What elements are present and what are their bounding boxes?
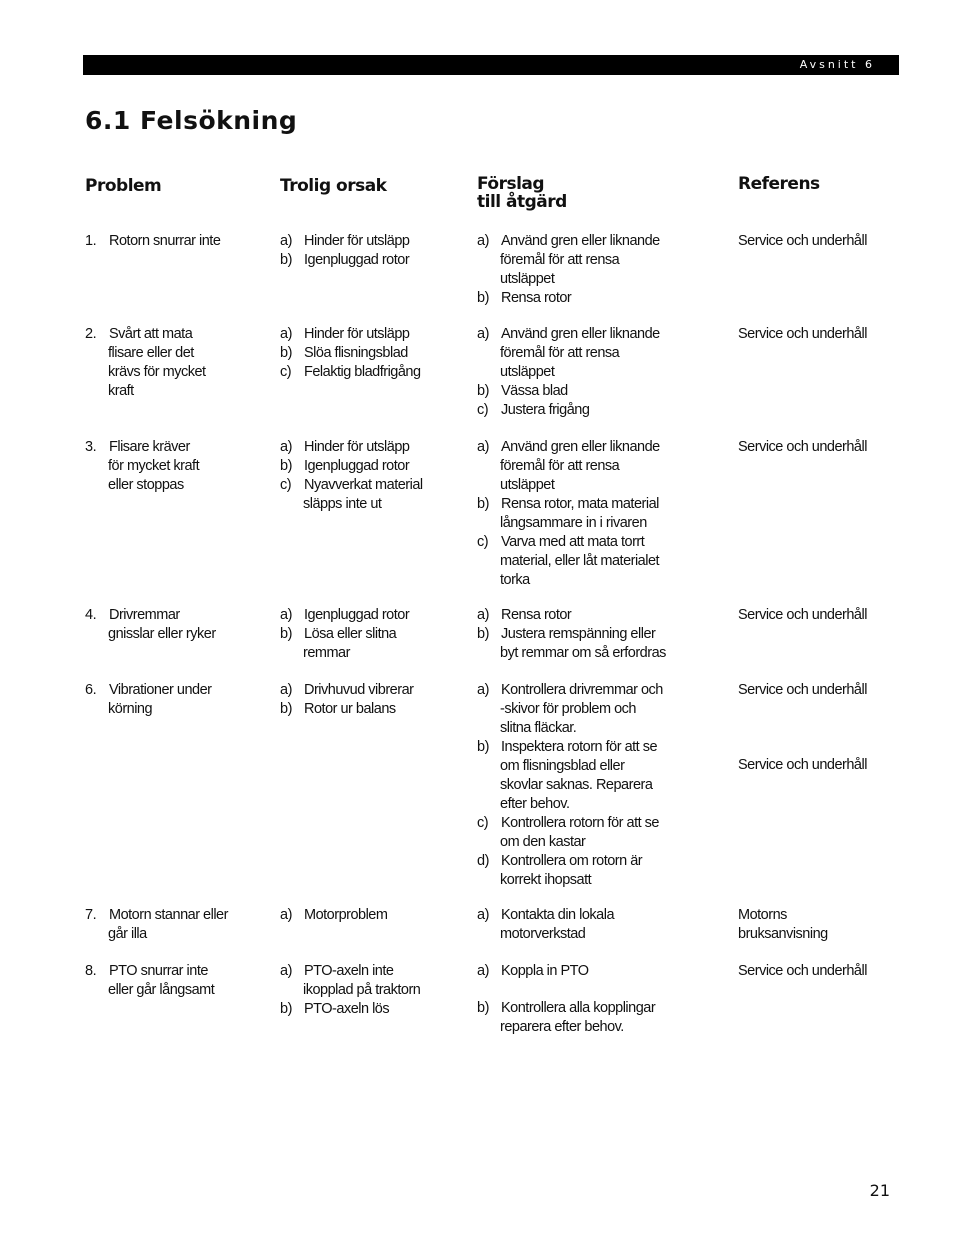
cause-text: ikopplad på traktorn — [303, 982, 421, 998]
cause-text: Drivhuvud vibrerar — [304, 682, 414, 698]
action-item — [477, 495, 660, 514]
action-text: Koppla in PTO — [501, 963, 589, 979]
problem-cell — [85, 962, 214, 1000]
cause-text: Lösa eller slitna — [304, 626, 397, 642]
cause-cell — [280, 232, 409, 270]
problem-text: eller stoppas — [108, 477, 184, 493]
problem-cell — [85, 232, 220, 251]
action-cell — [477, 906, 614, 944]
action-marker: a) — [477, 439, 489, 455]
action-marker: a) — [477, 907, 489, 923]
cause-marker: a) — [280, 326, 292, 342]
action-marker: d) — [477, 853, 489, 869]
action-marker: b) — [477, 290, 489, 306]
action-marker: a) — [477, 607, 489, 623]
problem-text: går illa — [108, 926, 147, 942]
action-text: korrekt ihopsatt — [500, 872, 592, 888]
action-marker: b) — [477, 496, 489, 512]
action-text: Använd gren eller liknande — [501, 326, 660, 342]
reference-cell — [738, 325, 867, 344]
reference-text: Service och underhåll — [738, 326, 867, 342]
reference-text: Service och underhåll — [738, 682, 867, 698]
action-item — [477, 533, 660, 552]
action-marker: a) — [477, 233, 489, 249]
action-text: Använd gren eller liknande — [501, 439, 660, 455]
action-cell — [477, 606, 666, 663]
cause-item — [280, 232, 409, 251]
problem-text: krävs för mycket — [108, 364, 206, 380]
problem-text: körning — [108, 701, 153, 717]
cause-text: Motorproblem — [304, 907, 388, 923]
action-item — [477, 814, 663, 833]
page-title: 6.1 Felsökning — [85, 106, 298, 135]
row-number: 7. — [85, 907, 97, 923]
action-text: Kontakta din lokala — [501, 907, 615, 923]
problem-cell — [85, 681, 211, 719]
action-marker: b) — [477, 1000, 489, 1016]
cause-cell — [280, 325, 421, 382]
cause-marker: b) — [280, 626, 292, 642]
cause-marker: b) — [280, 252, 292, 268]
action-marker: b) — [477, 626, 489, 642]
cause-item — [280, 325, 421, 344]
action-cell — [477, 325, 660, 420]
action-text: om flisningsblad eller — [500, 758, 625, 774]
action-text: föremål för att rensa — [500, 458, 620, 474]
action-text: Kontrollera drivremmar och — [501, 682, 663, 698]
problem-text — [85, 962, 214, 981]
problem-text — [85, 232, 220, 251]
cause-text: Rotor ur balans — [304, 701, 396, 717]
cause-marker: c) — [280, 364, 292, 380]
cause-item — [280, 625, 409, 644]
cause-text: Hinder för utsläpp — [304, 439, 410, 455]
action-text: material, eller låt materialet — [500, 553, 660, 569]
problem-text: för mycket kraft — [108, 458, 200, 474]
column-header-action-line1: Förslag — [477, 174, 545, 194]
reference-cell — [738, 438, 867, 457]
cause-text: PTO-axeln inte — [304, 963, 394, 979]
cause-item — [280, 438, 423, 457]
cause-text: PTO-axeln lös — [304, 1001, 390, 1017]
row-number: 3. — [85, 439, 97, 455]
cause-item — [280, 1000, 420, 1019]
cause-text: Felaktig bladfrigång — [304, 364, 421, 380]
cause-text: Igenpluggad rotor — [304, 252, 410, 268]
action-marker: b) — [477, 383, 489, 399]
cause-item — [280, 476, 423, 495]
problem-text: kraft — [108, 383, 134, 399]
cause-item — [280, 700, 413, 719]
problem-text-line: Motorn stannar eller — [109, 907, 228, 923]
cause-text: Nyavverkat material — [304, 477, 423, 493]
action-text: Rensa rotor, mata material — [501, 496, 659, 512]
action-text: efter behov. — [500, 796, 570, 812]
cause-item — [280, 681, 413, 700]
reference-cell — [738, 906, 828, 944]
cause-marker: a) — [280, 233, 292, 249]
cause-marker: b) — [280, 345, 292, 361]
reference-text: Service och underhåll — [738, 233, 867, 249]
action-text: Varva med att mata torrt — [501, 534, 645, 550]
cause-item — [280, 251, 409, 270]
cause-text: Hinder för utsläpp — [304, 233, 410, 249]
row-number: 6. — [85, 682, 97, 698]
action-marker: a) — [477, 963, 489, 979]
problem-text: gnisslar eller ryker — [108, 626, 216, 642]
action-text: föremål för att rensa — [500, 345, 620, 361]
action-cell — [477, 681, 663, 890]
action-text: om den kastar — [500, 834, 586, 850]
action-item — [477, 625, 666, 644]
action-cell — [477, 232, 660, 308]
cause-marker: b) — [280, 458, 292, 474]
reference-text: Motorns — [738, 907, 787, 923]
column-header-reference: Referens — [738, 174, 820, 194]
action-text: Inspektera rotorn för att se — [501, 739, 658, 755]
problem-text-line: Rotorn snurrar inte — [109, 233, 221, 249]
action-item — [477, 681, 663, 700]
reference-text: bruksanvisning — [738, 926, 828, 942]
reference-cell — [738, 232, 867, 251]
action-cell — [477, 438, 660, 590]
problem-text — [85, 906, 228, 925]
action-text: Kontrollera om rotorn är — [501, 853, 643, 869]
problem-text-line: PTO snurrar inte — [109, 963, 208, 979]
problem-cell — [85, 325, 206, 401]
section-header-bar — [83, 55, 899, 75]
action-text: motorverkstad — [500, 926, 586, 942]
action-marker: c) — [477, 402, 489, 418]
cause-marker: c) — [280, 477, 292, 493]
action-text: Justera frigång — [501, 402, 590, 418]
problem-text — [85, 438, 199, 457]
cause-text: Hinder för utsläpp — [304, 326, 410, 342]
reference-text: Service och underhåll — [738, 963, 867, 979]
reference-text: Service och underhåll — [738, 439, 867, 455]
action-marker: c) — [477, 815, 489, 831]
cause-text: släpps inte ut — [303, 496, 382, 512]
section-label: Avsnitt 6 — [799, 58, 875, 71]
action-cell — [477, 962, 655, 1037]
action-marker: b) — [477, 739, 489, 755]
cause-item — [280, 344, 421, 363]
problem-text-line: Vibrationer under — [109, 682, 212, 698]
problem-text: eller går långsamt — [108, 982, 215, 998]
action-item — [477, 999, 655, 1018]
action-text: reparera efter behov. — [500, 1019, 624, 1035]
action-item — [477, 232, 660, 251]
action-text: byt remmar om så erfordras — [500, 645, 666, 661]
action-text: skovlar saknas. Reparera — [500, 777, 653, 793]
cause-cell — [280, 438, 423, 514]
action-item — [477, 962, 655, 981]
action-text: Rensa rotor — [501, 607, 572, 623]
action-text: Vässa blad — [501, 383, 568, 399]
action-text: utsläppet — [500, 364, 555, 380]
column-header-action-line2: till åtgärd — [477, 192, 567, 212]
cause-text: Slöa flisningsblad — [304, 345, 408, 361]
cause-text: Igenpluggad rotor — [304, 607, 410, 623]
action-text: Kontrollera alla kopplingar — [501, 1000, 656, 1016]
action-item — [477, 325, 660, 344]
action-marker: c) — [477, 534, 489, 550]
problem-text: flisare eller det — [108, 345, 194, 361]
cause-item — [280, 906, 387, 925]
cause-marker: a) — [280, 682, 292, 698]
problem-text — [85, 681, 211, 700]
action-item — [477, 401, 660, 420]
cause-marker: a) — [280, 607, 292, 623]
problem-text-line: Svårt att mata — [109, 326, 193, 342]
cause-marker: a) — [280, 907, 292, 923]
cause-text: Igenpluggad rotor — [304, 458, 410, 474]
row-number: 4. — [85, 607, 97, 623]
action-item — [477, 906, 614, 925]
cause-marker: a) — [280, 963, 292, 979]
action-text: Använd gren eller liknande — [501, 233, 660, 249]
cause-cell — [280, 681, 413, 719]
problem-text — [85, 325, 206, 344]
cause-marker: a) — [280, 439, 292, 455]
action-item — [477, 289, 660, 308]
problem-text-line: Drivremmar — [109, 607, 180, 623]
action-text: Kontrollera rotorn för att se — [501, 815, 659, 831]
action-item — [477, 738, 663, 757]
problem-text — [85, 606, 216, 625]
reference-text: Service och underhåll — [738, 757, 867, 773]
action-text: Justera remspänning eller — [501, 626, 656, 642]
column-header-problem: Problem — [85, 176, 162, 196]
action-text: långsammare in i rivaren — [500, 515, 647, 531]
action-text: slitna fläckar. — [500, 720, 577, 736]
row-number: 8. — [85, 963, 97, 979]
problem-cell — [85, 606, 216, 644]
cause-cell — [280, 906, 387, 925]
cause-text: remmar — [303, 645, 350, 661]
action-text: -skivor för problem och — [500, 701, 636, 717]
action-item — [477, 382, 660, 401]
cause-cell — [280, 606, 409, 663]
action-marker: a) — [477, 682, 489, 698]
action-text: torka — [500, 572, 530, 588]
action-marker: a) — [477, 326, 489, 342]
action-item — [477, 606, 666, 625]
reference-text: Service och underhåll — [738, 607, 867, 623]
problem-cell — [85, 438, 199, 495]
cause-marker: b) — [280, 1001, 292, 1017]
column-header-cause: Trolig orsak — [280, 176, 387, 196]
problem-cell — [85, 906, 228, 944]
cause-marker: b) — [280, 701, 292, 717]
reference-cell — [738, 962, 867, 981]
cause-item — [280, 363, 421, 382]
cause-item — [280, 606, 409, 625]
page-number: 21 — [869, 1181, 890, 1200]
action-text: utsläppet — [500, 271, 555, 287]
column-header-action — [477, 175, 567, 211]
cause-item — [280, 457, 423, 476]
reference-cell — [738, 606, 867, 625]
action-text: Rensa rotor — [501, 290, 572, 306]
action-text: utsläppet — [500, 477, 555, 493]
row-number: 1. — [85, 233, 97, 249]
row-number: 2. — [85, 326, 97, 342]
cause-item — [280, 962, 420, 981]
action-item — [477, 852, 663, 871]
action-text: föremål för att rensa — [500, 252, 620, 268]
action-item — [477, 438, 660, 457]
cause-cell — [280, 962, 420, 1019]
problem-text-line: Flisare kräver — [109, 439, 190, 455]
